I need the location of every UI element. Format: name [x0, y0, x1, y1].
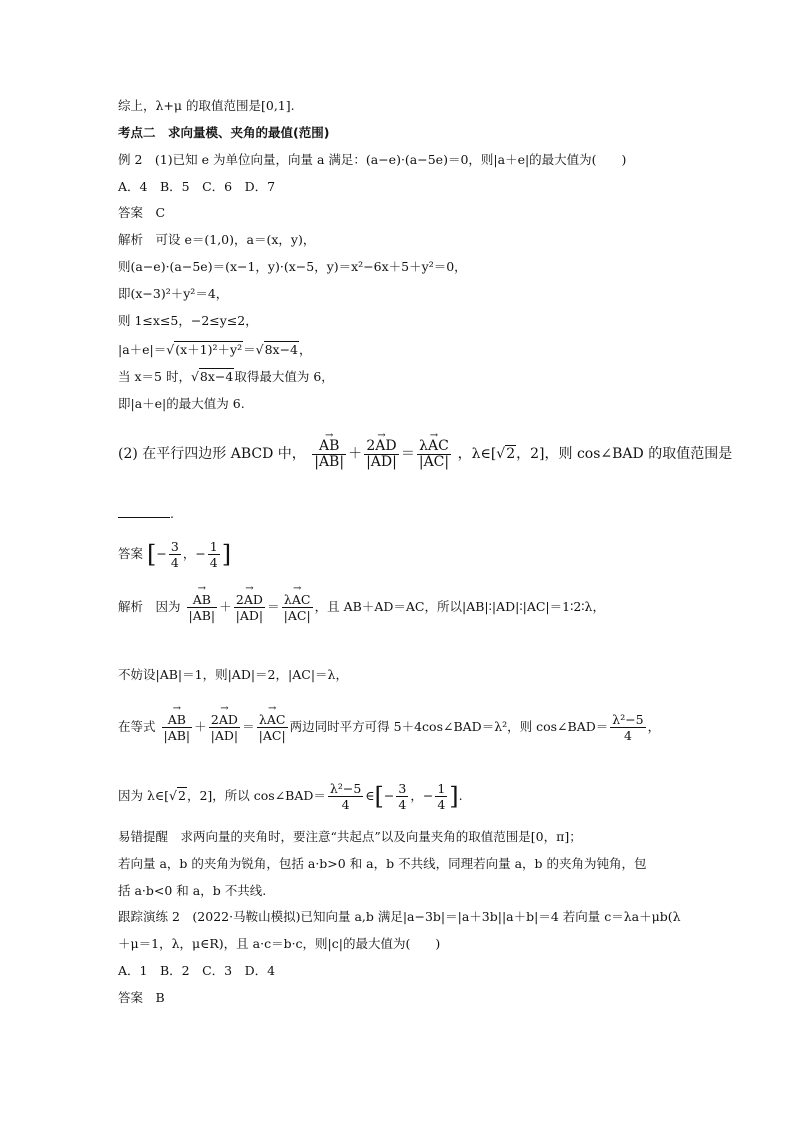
fraction: → $\frac{\text{λAC}}{|AC|}$: [282, 592, 313, 623]
vector: → 2AD: [236, 592, 263, 607]
vector: → λAC: [419, 439, 449, 454]
solution-line-6: [118, 369, 334, 385]
example-2-question: 例 2 (1)已知 e 为单位向量，向量 a 满足：(a−e)·(a−5e)＝0，则|a＋e|的最大值为( ): [118, 152, 627, 167]
sqrt-sign: √: [496, 446, 506, 462]
vector: → 2AD: [211, 712, 238, 727]
denominator: |AC|: [418, 453, 450, 470]
text: ，: [647, 719, 661, 734]
part-2-question: (2) 在平行四边形 ABCD 中， → $\frac{AB}{|AB|}$ ＋ → $\frac{2AD}{|AD|}$ ＝ → $\frac{\text{λAC}}{|AC|}$ ，λ∈[√2，2]，则 cos∠BAD 的取值范围是: [118, 437, 732, 471]
sqrt-sign: √: [190, 369, 199, 384]
fraction: → $\frac{2AD}{|AD|}$: [234, 592, 265, 623]
text: 当 x＝5 时，: [118, 369, 191, 384]
answer-blank: [118, 517, 170, 518]
text: ＝: [243, 342, 256, 357]
fraction: $\frac{3}{4}$: [170, 539, 179, 570]
sqrt-sign: √: [169, 788, 177, 803]
fraction: [312, 439, 346, 470]
vector: → λAC: [284, 592, 311, 607]
answer-label: 答案: [118, 546, 144, 561]
solution-line-7: 即|a＋e|的最大值为 6.: [118, 396, 245, 411]
radicand: 2: [178, 788, 186, 803]
text: .: [458, 788, 463, 803]
solution-line-3: 即(x−3)²＋y²＝4，: [118, 286, 229, 301]
bracket: ]: [221, 540, 232, 569]
text: 因为 λ∈[: [118, 788, 170, 803]
text: |a＋e|＝: [118, 342, 167, 357]
fraction: → $\frac{AB}{|AB|}$: [187, 592, 218, 623]
text: ，λ∈[: [457, 446, 497, 462]
text: (2) 在平行四边形 ABCD 中，: [118, 446, 306, 462]
vector: → AB: [193, 592, 211, 607]
fraction: $\frac{\text{λ²−5}}{4}$: [612, 712, 644, 743]
text: 取得最大值为 6，: [234, 369, 334, 384]
line-conclusion: 综上，λ+μ 的取值范围是[0,1].: [118, 98, 295, 113]
vector: → 2AD: [366, 439, 396, 454]
solution-line-1: 解析 可设 e＝(1,0)，a＝(x，y)，: [118, 232, 316, 247]
text: ，2]，则 cos∠BAD 的取值范围是: [516, 446, 733, 462]
radicand: (x＋1)²＋y²: [175, 342, 243, 357]
text: 在等式: [118, 719, 156, 734]
bracket: ]: [449, 782, 459, 811]
sqrt-sign: √: [255, 342, 264, 357]
text: ∈: [365, 788, 375, 803]
radicand: 2: [506, 446, 516, 462]
vector: → AB: [168, 712, 186, 727]
error-tip-line-3: 括 a·b<0 和 a，b 不共线.: [118, 883, 267, 898]
answer-blank-line: [118, 506, 174, 522]
solution-2-line-2: 不妨设|AB|＝1，则|AD|＝2，|AC|＝λ，: [118, 667, 348, 682]
fraction: $\frac{1}{4}$: [437, 781, 446, 812]
solution-line-4: 则 1≤x≤5，−2≤y≤2，: [118, 313, 258, 328]
bracket: [: [374, 782, 384, 811]
radicand: 8x−4: [264, 342, 299, 357]
denominator: |AD|: [366, 453, 397, 470]
vector: → AB: [319, 439, 339, 454]
error-tip-line-2: 若向量 a，b 的夹角为锐角，包括 a·b>0 和 a，b 不共线，同理若向量 a，b 的夹角为钝角，包: [118, 856, 647, 871]
exercise-2-options: A．1 B．2 C．3 D．4: [118, 963, 276, 978]
sqrt-sign: √: [166, 342, 175, 357]
error-tip-line-1: 易错提醒 求两向量的夹角时，要注意“共起点”以及向量夹角的取值范围是[0，π]；: [118, 829, 582, 844]
section-heading: 考点二 求向量模、夹角的最值(范围): [118, 125, 330, 140]
text: 解析 因为: [118, 599, 181, 614]
fraction: → $\frac{\text{λAC}}{|AC|}$: [257, 712, 288, 743]
text: .: [170, 506, 174, 521]
fraction: [417, 439, 451, 470]
answer-1: 答案 C: [118, 205, 166, 220]
solution-line-2: 则(a−e)·(a−5e)＝(x−1，y)·(x−5，y)＝x²−6x＋5＋y²＝0，: [118, 259, 467, 274]
text: 两边同时平方可得 5＋4cos∠BAD＝λ²，则 cos∠BAD＝: [289, 719, 609, 734]
text: ，2]，所以 cos∠BAD＝: [186, 788, 326, 803]
solution-2-line-4: 因为 λ∈[√2，2]，所以 cos∠BAD＝ $\frac{\text{λ²−5}}{4}$ ∈[− $\frac{3}{4}$ ，− $\frac{1}{4}$ ].: [118, 781, 463, 812]
fraction: $\frac{\text{λ²−5}}{4}$: [329, 781, 362, 812]
solution-2-line-3: 在等式 → $\frac{AB}{|AB|}$ ＋ → $\frac{2AD}{|AD|}$ ＝ → $\frac{\text{λAC}}{|AC|}$ 两边同时平方可得 5＋4cos∠BAD＝λ²，则 cos∠BAD＝ $\frac{\text{λ²−5}}{4}$ ，: [118, 710, 660, 744]
fraction: → $\frac{2AD}{|AD|}$: [209, 712, 240, 743]
fraction: → $\frac{AB}{|AB|}$: [162, 712, 193, 743]
radicand: 8x−4: [199, 369, 234, 384]
fraction: $\frac{3}{4}$: [398, 781, 407, 812]
vector: → λAC: [259, 712, 286, 727]
denominator: |AB|: [314, 453, 345, 470]
text: ，: [299, 342, 312, 357]
solution-2-line-1: 解析 因为 → $\frac{AB}{|AB|}$ ＋ → $\frac{2AD}{|AD|}$ ＝ → $\frac{\text{λAC}}{|AC|}$ ，且 AB＋AD＝AC，所以|AB|∶|AD|∶|AC|＝1∶2∶λ，: [118, 590, 605, 624]
fraction: $\frac{1}{4}$: [209, 539, 218, 570]
exercise-2-line-1: 跟踪演练 2 (2022·马鞍山模拟)已知向量 a,b 满足|a−3b|＝|a＋3b||a＋b|＝4 若向量 c＝λa＋μb(λ: [118, 909, 681, 924]
answer-2: 答案 [− $\frac{3}{4}$ ，− $\frac{1}{4}$ ]: [118, 539, 232, 570]
bracket: [: [147, 540, 157, 569]
exercise-2-line-2: ＋μ＝1，λ，μ∈R)，且 a·c＝b·c，则|c|的最大值为( ): [118, 936, 441, 951]
exercise-2-answer: 答案 B: [118, 990, 165, 1005]
example-2-options: A．4 B．5 C．6 D．7: [118, 179, 276, 194]
text: ，且 AB＋AD＝AC，所以|AB|∶|AD|∶|AC|＝1∶2∶λ，: [314, 599, 605, 614]
solution-line-5: [118, 342, 312, 358]
fraction: [364, 439, 399, 470]
